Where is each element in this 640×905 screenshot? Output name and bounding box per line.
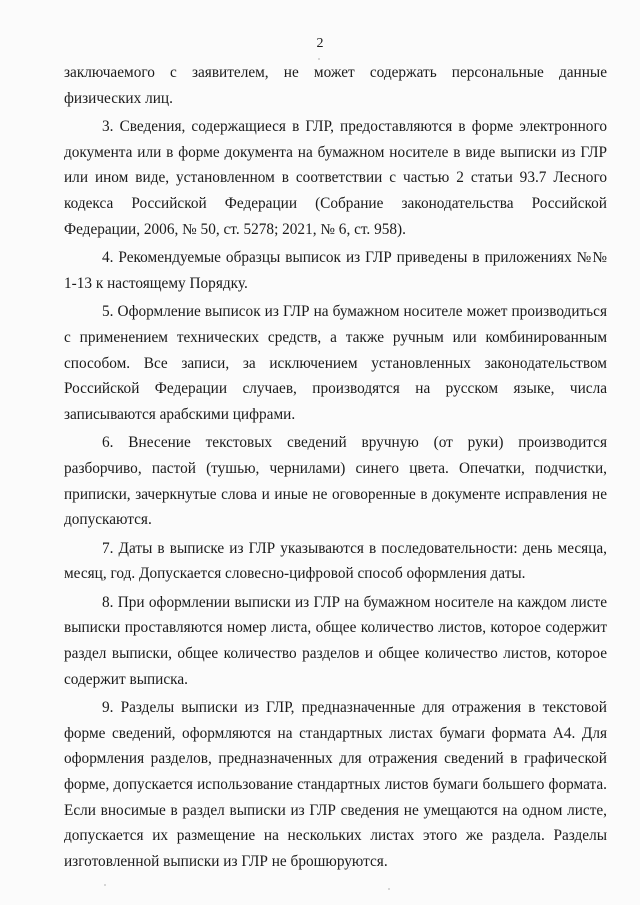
page-number: 2 (316, 36, 324, 51)
scan-speck (318, 58, 320, 60)
paragraph-continuation: заключаемого с заявителем, не может содержать персональные данные физических лиц. (64, 64, 607, 107)
paragraph-5: 5. Оформление выписок из ГЛР на бумажном носителе может производиться с применением технических средств, а также ручным или комбинированным способом. Все записи, за исключением установленных законодательством Российской Федерации случаев, производятся на русском языке, числа записываются арабскими цифрами. (64, 303, 607, 423)
document-body (64, 60, 607, 874)
paragraph-7: 7. Даты в выписке из ГЛР указываются в последовательности: день месяца, месяц, год. Допускается словесно-цифровой способ оформления даты. (64, 539, 607, 583)
paragraph-9: 9. Разделы выписки из ГЛР, предназначенные для отражения в текстовой форме сведений, оформляются на стандартных листах бумаги формата А4. Для оформления разделов, предназначенных для отражения сведений в графической форме, допускается использование стандартных листов бумаги большего формата. Если вносимые в раздел выписки из ГЛР сведения не умещаются на одном листе, допускается их размещение на нескольких листах этого же раздела. Разделы изготовленной выписки из ГЛР не брошюруются. (64, 699, 607, 870)
paragraph-4: 4. Рекомендуемые образцы выписок из ГЛР приведены в приложениях №№ 1-13 к настоящему Порядку. (64, 249, 607, 292)
paragraph-3: 3. Сведения, содержащиеся в ГЛР, предоставляются в форме электронного документа или в форме документа на бумажном носителе в виде выписки из ГЛР или ином виде, установленном в соответствии с частью 2 статьи 93.7 Лесного кодекса Российской Федерации (Собрание законодательства Российской Федерации, 2006, № 50, ст. 5278; 2021, № 6, ст. 958). (64, 118, 607, 238)
scan-speck (388, 888, 390, 890)
scan-speck (104, 884, 106, 886)
paragraph-6: 6. Внесение текстовых сведений вручную (от руки) производится разборчиво, пастой (тушью, чернилами) синего цвета. Опечатки, подчистки, приписки, зачеркнутые слова и иные не оговоренные в документе исправления не допускаются. (64, 434, 607, 529)
paragraph-8: 8. При оформлении выписки из ГЛР на бумажном носителе на каждом листе выписки проставляются номер листа, общее количество листов, которое содержит раздел выписки, общее количество разделов и общее количество листов, которое содержит выписка. (64, 593, 607, 688)
